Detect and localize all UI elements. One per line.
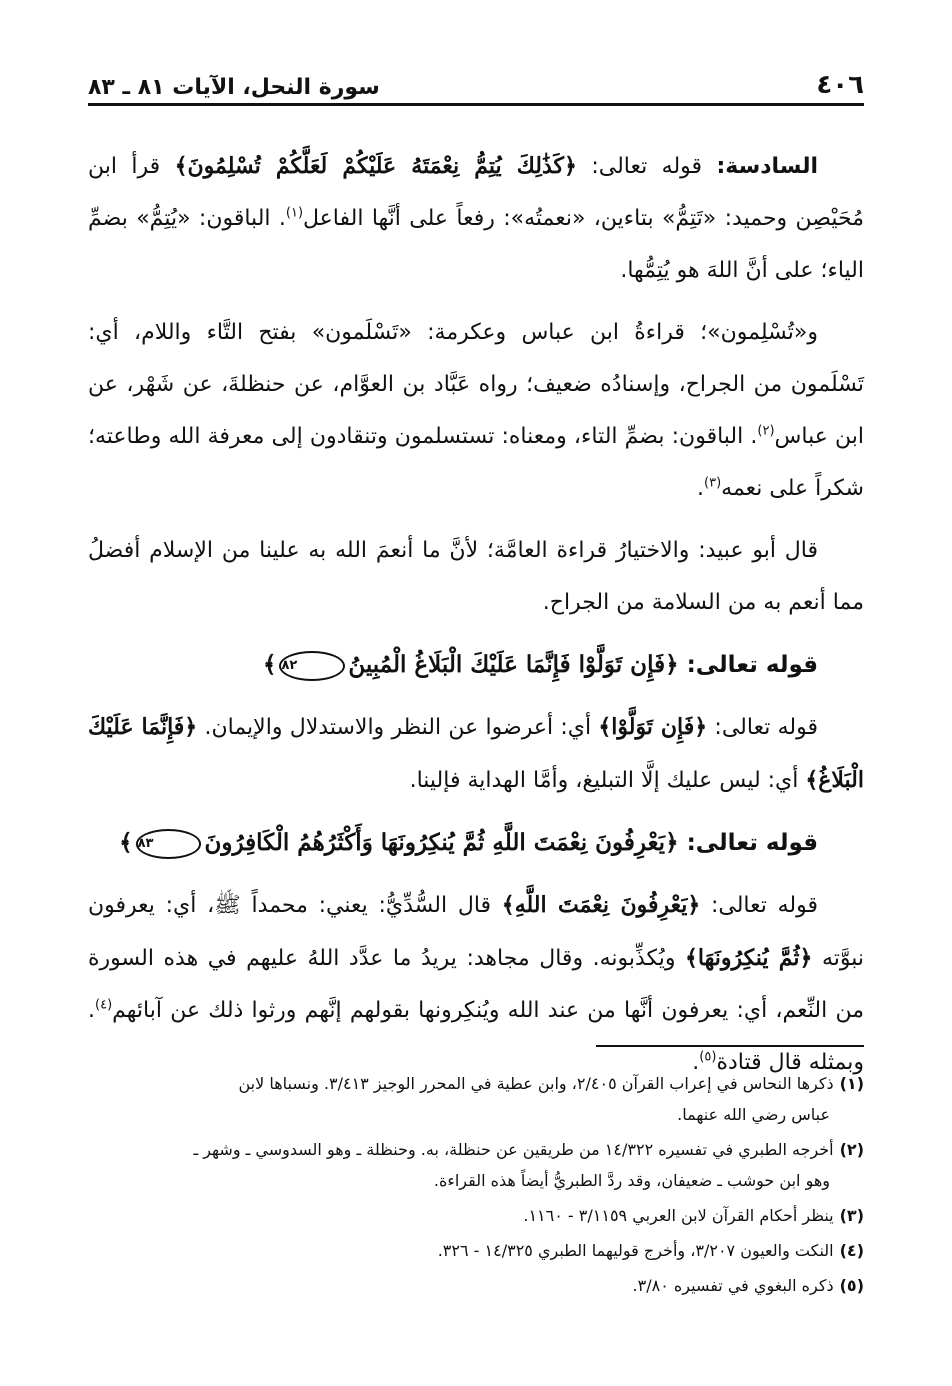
paragraph-text: أي: أعرضوا عن النظر والاستدلال والإيمان. [197,715,599,740]
footnote-ref-2[interactable]: (٢) [757,423,775,439]
footnote-text: ذكرها النحاس في إعراب القرآن ٢/٤٠٥، وابن عطية في المحرر الوجيز ٣/٤١٣. ونسباها لابن [238,1074,834,1093]
close-brace: ﴾ [174,153,188,179]
open-brace: ﴿ [665,651,679,678]
footnote-number: (٥) [839,1276,864,1295]
footnote-item [88,1134,864,1196]
footnote-ref-5[interactable]: (٥) [699,1049,717,1065]
paragraph-tafsir-82 [88,701,864,807]
paragraph-text: قرأ ابن مُحَيْصِن وحميد: «تَتِمُّ» بتاءين، «نعمتُه»: رفعاً على أنَّها الفاعل [88,154,864,231]
footnote-ref-4[interactable]: (٤) [95,997,113,1013]
close-brace: ﴾ [119,829,133,856]
footnote-number: (٣) [839,1206,864,1225]
footnote-text: ينظر أحكام القرآن لابن العربي ٣/١١٥٩ - ١١٦٠. [523,1206,834,1225]
paragraph-text: . وبمثله قال قتادة [88,998,864,1075]
heading-label: قوله تعالى: [678,830,818,856]
footnote-number: (١) [839,1074,864,1093]
paragraph-sixth-issue [88,140,864,297]
open-brace: ﴿ [665,829,679,856]
quran-quote: ﴿يَعْرِفُونَ نِعْمَتَ اللَّهِ﴾ [501,892,701,918]
paragraph-text: و«تُسْلِمون»؛ قراءةُ ابن عباس وعكرمة: «تَسْلَمون» بفتح التَّاء واللام، أي: تَسْلَمون من الجراح، وإسنادُه ضعيف؛ رواه عَبَّاد بن العوَّام، عن حنظلةَ، عن شَهْر، عن ابن عباس [88,320,864,449]
ayah-number-badge: ٨٢ [279,651,345,681]
quran-quote: ﴿فَإِن تَوَلَّوْا﴾ [598,714,708,740]
paragraph-text: . [697,476,705,501]
paragraph-text: قال السُّدِّيُّ: يعني: محمداً ﷺ، أي: يعرفون نبوَّته [88,893,864,971]
footnote-ref-1[interactable]: (١) [285,205,304,221]
footnote-text: أخرجه الطبري في تفسيره ١٤/٣٢٢ من طريقين عن حنظلة، به. وحنظلة ـ وهو السدوسي ـ وشهر ـ [193,1140,834,1159]
ayah-number-badge: ٨٣ [136,829,202,859]
paragraph-reading [88,307,864,515]
footnote-text: ذكره البغوي في تفسيره ٣/٨٠. [632,1276,834,1295]
paragraph-text: . الباقون: بضمِّ التاء، ومعناه: تستسلمون وتنقادون إلى معرفة الله وطاعته؛ شكراً على نعمه [88,424,864,501]
footnote-ref-3[interactable]: (٣) [704,475,722,491]
footnote-item [88,1235,864,1266]
footnote-continuation: وهو ابن حوشب ـ ضعيفان، وقد ردَّ الطبريُّ أيضاً هذه القراءة. [433,1171,830,1190]
footnote-item [88,1270,864,1301]
running-title: سورة النحل، الآيات ٨١ ـ ٨٣ [88,75,380,100]
intro-text: قوله تعالى: [700,893,818,918]
paragraph-tafsir-83 [88,879,864,1089]
paragraph-text: قال أبو عبيد: والاختيارُ قراءة العامَّة؛ لأنَّ ما أنعمَ الله به علينا من الإسلام أفضلُ مما أنعم به من السلامة من الجراح. [88,538,864,615]
footnote-number: (٢) [839,1140,864,1159]
open-brace: ﴿ [564,153,577,179]
intro-text: قوله تعالى: [707,715,818,740]
quran-verse: كَذَٰلِكَ يُتِمُّ نِعْمَتَهُ عَلَيْكُمْ لَعَلَّكُمْ تُسْلِمُونَ [187,153,565,179]
footnote-continuation: عباس رضي الله عنهما. [677,1105,830,1124]
footnote-text: النكت والعيون ٣/٢٠٧، وأخرج قوليهما الطبري ١٤/٣٢٥ - ٣٢٦. [437,1241,834,1260]
page-header [88,62,864,100]
quran-verse: يَعْرِفُونَ نِعْمَتَ اللَّهِ ثُمَّ يُنكِرُونَهَا وَأَكْثَرُهُمُ الْكَافِرُونَ [204,829,666,856]
paragraph-abu-ubayd [88,525,864,629]
ayah-heading-82 [88,639,864,691]
page-number: ٤٠٦ [816,70,864,100]
footnote-item [88,1200,864,1231]
paragraph-text: ويُكذِّبونه. وقال مجاهد: يريدُ ما عدَّد اللهُ عليهم في هذه السورة من النِّعم، أي: يعرفون أنَّها من عند الله ويُنكِرونها بقولهم إنَّهم ورثوا ذلك عن آبائهم [88,946,864,1023]
header-rule [88,103,864,106]
paragraph-text: . [692,1050,700,1075]
issue-label: السادسة: [716,154,818,179]
footnote-separator [596,1045,864,1047]
footnote-item [88,1068,864,1130]
close-brace: ﴾ [262,651,277,678]
main-text [88,140,864,1099]
quran-verse: فَإِن تَوَلَّوْا فَإِنَّمَا عَلَيْكَ الْبَلَاغُ الْمُبِينُ [348,651,666,678]
paragraph-text: أي: ليس عليك إلَّا التبليغ، وأمَّا الهداية فإلينا. [409,768,806,793]
intro-text: قوله تعالى: [576,154,717,179]
quran-quote: ﴿فَإِنَّمَا عَلَيْكَ الْبَلَاغُ﴾ [88,714,864,793]
footnotes [88,1068,864,1305]
ayah-heading-83 [88,817,864,869]
quran-quote: ﴿ثُمَّ يُنكِرُونَهَا﴾ [685,945,813,971]
paragraph-text: . الباقون: «يُتِمُّ» بضمِّ الياء؛ على أنَّ اللهَ هو يُتِمُّها. [88,206,864,283]
footnote-number: (٤) [839,1241,864,1260]
heading-label: قوله تعالى: [678,652,818,678]
